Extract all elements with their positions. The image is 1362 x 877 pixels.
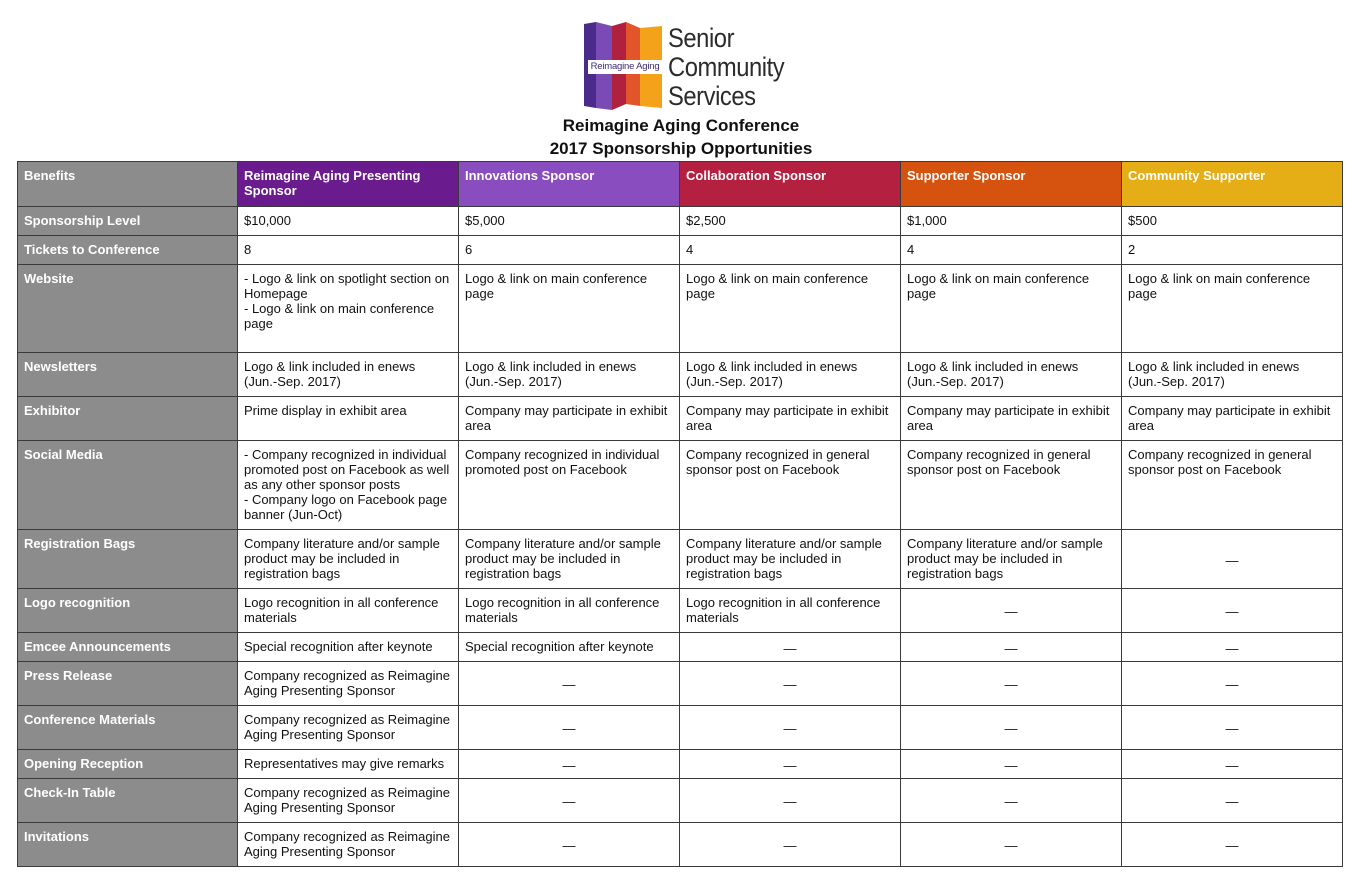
empty-benefit-dash: —	[459, 779, 680, 823]
table-cell: Company recognized in general sponsor post on Facebook	[680, 441, 901, 530]
empty-benefit-dash: —	[680, 662, 901, 706]
empty-benefit-dash: —	[1122, 589, 1343, 633]
table-cell: Company may participate in exhibit area	[901, 397, 1122, 441]
table-cell: Logo & link included in enews (Jun.-Sep. 2017)	[1122, 353, 1343, 397]
table-cell: 4	[680, 236, 901, 265]
table-cell: $10,000	[238, 207, 459, 236]
table-cell: Logo & link included in enews (Jun.-Sep. 2017)	[680, 353, 901, 397]
header-innovations-sponsor: Innovations Sponsor	[459, 162, 680, 207]
empty-benefit-dash: —	[459, 823, 680, 867]
table-cell: Company literature and/or sample product may be included in registration bags	[238, 530, 459, 589]
table-cell: Logo & link included in enews (Jun.-Sep. 2017)	[901, 353, 1122, 397]
empty-benefit-dash: —	[901, 750, 1122, 779]
empty-benefit-dash: —	[1122, 530, 1343, 589]
header-presenting-sponsor: Reimagine Aging Presenting Sponsor	[238, 162, 459, 207]
table-cell: Logo & link included in enews (Jun.-Sep. 2017)	[459, 353, 680, 397]
table-cell: - Logo & link on spotlight section on Homepage - Logo & link on main conference page	[238, 265, 459, 353]
empty-benefit-dash: —	[901, 706, 1122, 750]
table-cell: Company recognized as Reimagine Aging Presenting Sponsor	[238, 823, 459, 867]
table-row	[18, 589, 1343, 633]
table-cell: Logo & link on main conference page	[459, 265, 680, 353]
empty-benefit-dash: —	[680, 633, 901, 662]
row-label: Invitations	[18, 823, 238, 867]
row-label: Check-In Table	[18, 779, 238, 823]
table-cell: Special recognition after keynote	[459, 633, 680, 662]
logo-badge: Reimagine Aging	[588, 60, 662, 74]
row-label: Conference Materials	[18, 706, 238, 750]
table-cell: - Company recognized in individual promoted post on Facebook as well as any other sponsor posts - Company logo on Facebook page banner (Jun-Oct)	[238, 441, 459, 530]
empty-benefit-dash: —	[1122, 633, 1343, 662]
table-cell: Company recognized as Reimagine Aging Presenting Sponsor	[238, 662, 459, 706]
senior-community-services-logo	[582, 20, 794, 112]
table-cell: Logo & link on main conference page	[680, 265, 901, 353]
table-row	[18, 265, 1343, 353]
empty-benefit-dash: —	[901, 662, 1122, 706]
sponsorship-table	[17, 161, 1343, 867]
document-title: Reimagine Aging Conference	[562, 116, 800, 135]
table-row	[18, 706, 1343, 750]
table-cell: $5,000	[459, 207, 680, 236]
row-label: Tickets to Conference	[18, 236, 238, 265]
table-row	[18, 779, 1343, 823]
table-cell: Company literature and/or sample product may be included in registration bags	[901, 530, 1122, 589]
table-row	[18, 633, 1343, 662]
empty-benefit-dash: —	[1122, 706, 1343, 750]
table-cell: Logo & link on main conference page	[901, 265, 1122, 353]
empty-benefit-dash: —	[901, 589, 1122, 633]
table-cell: Company literature and/or sample product may be included in registration bags	[459, 530, 680, 589]
table-row	[18, 823, 1343, 867]
table-row	[18, 662, 1343, 706]
empty-benefit-dash: —	[1122, 662, 1343, 706]
header-collaboration-sponsor: Collaboration Sponsor	[680, 162, 901, 207]
table-cell: 2	[1122, 236, 1343, 265]
empty-benefit-dash: —	[459, 706, 680, 750]
empty-benefit-dash: —	[680, 706, 901, 750]
table-row	[18, 530, 1343, 589]
empty-benefit-dash: —	[901, 779, 1122, 823]
row-label: Newsletters	[18, 353, 238, 397]
table-header-row	[18, 162, 1343, 207]
row-label: Social Media	[18, 441, 238, 530]
empty-benefit-dash: —	[901, 823, 1122, 867]
table-cell: Prime display in exhibit area	[238, 397, 459, 441]
row-label: Exhibitor	[18, 397, 238, 441]
table-cell: 8	[238, 236, 459, 265]
empty-benefit-dash: —	[459, 662, 680, 706]
table-cell: $2,500	[680, 207, 901, 236]
row-label: Sponsorship Level	[18, 207, 238, 236]
logo-line-1: Senior	[668, 23, 735, 53]
empty-benefit-dash: —	[680, 823, 901, 867]
table-cell: 4	[901, 236, 1122, 265]
table-row	[18, 441, 1343, 530]
table-cell: Company literature and/or sample product may be included in registration bags	[680, 530, 901, 589]
table-cell: $500	[1122, 207, 1343, 236]
empty-benefit-dash: —	[901, 633, 1122, 662]
table-cell: Company recognized as Reimagine Aging Presenting Sponsor	[238, 779, 459, 823]
table-cell: Company recognized as Reimagine Aging Presenting Sponsor	[238, 706, 459, 750]
table-cell: 6	[459, 236, 680, 265]
table-cell: Logo & link included in enews (Jun.-Sep. 2017)	[238, 353, 459, 397]
row-label: Registration Bags	[18, 530, 238, 589]
table-row	[18, 750, 1343, 779]
table-body	[18, 207, 1343, 867]
empty-benefit-dash: —	[459, 750, 680, 779]
logo-line-2: Community	[668, 52, 785, 82]
table-cell: Company may participate in exhibit area	[680, 397, 901, 441]
empty-benefit-dash: —	[1122, 823, 1343, 867]
logo-line-3: Services	[668, 81, 756, 111]
document-subtitle: 2017 Sponsorship Opportunities	[549, 139, 813, 158]
table-row	[18, 353, 1343, 397]
row-label: Press Release	[18, 662, 238, 706]
row-label: Logo recognition	[18, 589, 238, 633]
empty-benefit-dash: —	[680, 750, 901, 779]
empty-benefit-dash: —	[1122, 779, 1343, 823]
table-cell: Company recognized in individual promoted post on Facebook	[459, 441, 680, 530]
table-cell: Company may participate in exhibit area	[459, 397, 680, 441]
table-cell: Special recognition after keynote	[238, 633, 459, 662]
table-cell: Company recognized in general sponsor post on Facebook	[1122, 441, 1343, 530]
table-cell: Logo recognition in all conference materials	[680, 589, 901, 633]
table-row	[18, 397, 1343, 441]
empty-benefit-dash: —	[680, 779, 901, 823]
table-cell: Company may participate in exhibit area	[1122, 397, 1343, 441]
header-community-supporter: Community Supporter	[1122, 162, 1343, 207]
table-cell: Company recognized in general sponsor post on Facebook	[901, 441, 1122, 530]
table-cell: Logo recognition in all conference materials	[459, 589, 680, 633]
empty-benefit-dash: —	[1122, 750, 1343, 779]
row-label: Emcee Announcements	[18, 633, 238, 662]
table-row	[18, 236, 1343, 265]
table-cell: Representatives may give remarks	[238, 750, 459, 779]
header-benefits: Benefits	[18, 162, 238, 207]
logo-wordmark	[668, 24, 784, 111]
table-cell: Logo recognition in all conference materials	[238, 589, 459, 633]
table-row	[18, 207, 1343, 236]
row-label: Website	[18, 265, 238, 353]
row-label: Opening Reception	[18, 750, 238, 779]
header-supporter-sponsor: Supporter Sponsor	[901, 162, 1122, 207]
table-cell: Logo & link on main conference page	[1122, 265, 1343, 353]
table-cell: $1,000	[901, 207, 1122, 236]
